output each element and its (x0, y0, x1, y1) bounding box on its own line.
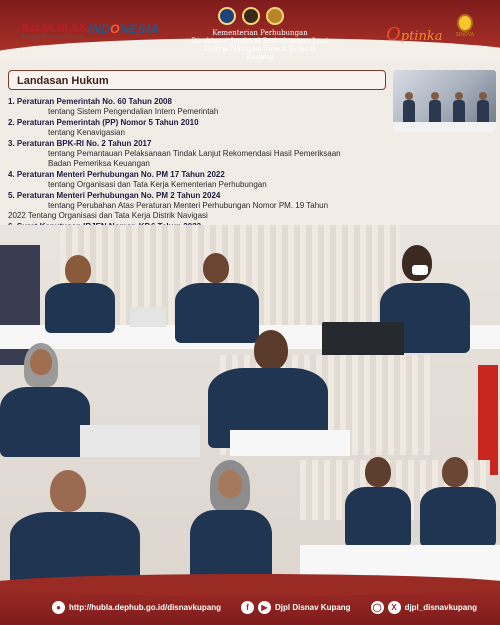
indonesia-logo (88, 22, 159, 36)
meeting-photo-top (393, 70, 496, 132)
website-link[interactable]: http://hubla.dephub.go.id/disnavkupang (69, 603, 221, 612)
berakhlak-logo (22, 22, 87, 40)
officer-head (365, 457, 391, 487)
officer-uniform (10, 512, 140, 585)
x-icon: X (388, 601, 401, 614)
law-item (8, 118, 393, 138)
org-line-3: Distrik Navigasi Tipe A Kelas II Kupang (204, 45, 316, 61)
law-desc-cont: Badan Pemeriksa Keuangan (48, 159, 150, 168)
flag (478, 365, 498, 475)
person-figure (403, 100, 415, 124)
berakhlak-text: BerAKHLAK (22, 22, 87, 34)
officer-uniform (345, 487, 411, 547)
person-figure (453, 100, 465, 124)
officer-head (203, 253, 229, 283)
desk (80, 425, 200, 457)
meeting-table (393, 122, 496, 132)
footer-banner (0, 588, 500, 625)
person-head (405, 92, 413, 100)
officer-uniform (175, 283, 259, 343)
law-item (8, 97, 393, 117)
kemenhub-emblem-icon (218, 7, 236, 25)
instagram-link[interactable]: djpl_disnavkupang (404, 603, 478, 612)
lightbulb-icon (457, 14, 473, 32)
indonesia-o: O (110, 22, 121, 36)
law-desc-cont: 2022 Tentang Organisasi dan Tata Kerja Distrik Navigasi (8, 211, 208, 220)
org-line-2: Direktorat Jenderal Perhubungan Laut (191, 37, 329, 45)
meeting-photo-collage (0, 225, 500, 585)
globe-icon: ● (52, 601, 65, 614)
officer-head (65, 255, 91, 285)
person-figure (429, 100, 441, 124)
officer-uniform (420, 487, 496, 547)
desk (230, 430, 350, 456)
person-head (479, 92, 487, 100)
law-title: 5. Peraturan Menteri Perhubungan No. PM 2 Tahun 2024 (8, 191, 221, 200)
officer-head (254, 330, 288, 370)
person-head (455, 92, 463, 100)
bulb-text: SINOVA (455, 32, 475, 38)
berakhlak-tag: Bangga Melayani Bangsa (22, 34, 84, 40)
optinka-rest: ptinka (400, 29, 443, 44)
law-title: 4. Peraturan Menteri Perhubungan No. PM 17 Tahun 2022 (8, 170, 225, 179)
youtube-icon: ▶ (258, 601, 271, 614)
officer-head (442, 457, 468, 487)
person-figure (477, 100, 489, 124)
law-desc: tentang Pemantauan Pelaksanaan Tindak Lanjut Rekomendasi Hasil Pemeriksaan (48, 149, 341, 158)
face-mask (412, 265, 428, 275)
officer-head (50, 470, 86, 512)
law-item (8, 191, 393, 221)
law-title: 1. Peraturan Pemerintah No. 60 Tahun 2008 (8, 97, 172, 106)
footer-wave (0, 574, 500, 596)
officer-uniform (45, 283, 115, 333)
law-desc: tentang Kenavigasian (48, 128, 125, 137)
optinka-logo (386, 24, 442, 45)
person-head (431, 92, 439, 100)
law-item (8, 139, 393, 169)
law-desc: tentang Sistem Pengendalian Intern Pemerintah (48, 107, 219, 116)
header-banner (0, 0, 500, 62)
indonesia-post: NESIA (120, 22, 160, 36)
org-line-1: Kementerian Perhubungan (212, 29, 308, 37)
chair (130, 307, 166, 327)
sinova-logo (452, 14, 478, 46)
law-title: 2. Peraturan Pemerintah (PP) Nomor 5 Tahun 2010 (8, 118, 199, 127)
disnav-emblem-icon (266, 7, 284, 25)
instagram-icon: ◯ (371, 601, 384, 614)
section-title: Landasan Hukum (8, 70, 386, 90)
law-title: 3. Peraturan BPK-RI No. 2 Tahun 2017 (8, 139, 152, 148)
facebook-link[interactable]: Djpl Disnav Kupang (275, 603, 351, 612)
hubla-emblem-icon (242, 7, 260, 25)
law-desc: tentang Organisasi dan Tata Kerja Kementerian Perhubungan (48, 180, 267, 189)
officer-head (402, 245, 432, 281)
officer-head (30, 349, 52, 375)
officer-head (218, 470, 242, 498)
footer-links (52, 601, 477, 614)
emblem-group (218, 7, 284, 25)
organization-name (190, 29, 330, 61)
indonesia-pre: IND (88, 22, 111, 36)
officer-uniform (0, 387, 90, 457)
law-item (8, 170, 393, 190)
facebook-icon: f (241, 601, 254, 614)
optinka-o: O (386, 24, 401, 45)
law-desc: tentang Perubahan Atas Peraturan Menteri Perhubungan Nomor PM. 19 Tahun (48, 201, 329, 210)
